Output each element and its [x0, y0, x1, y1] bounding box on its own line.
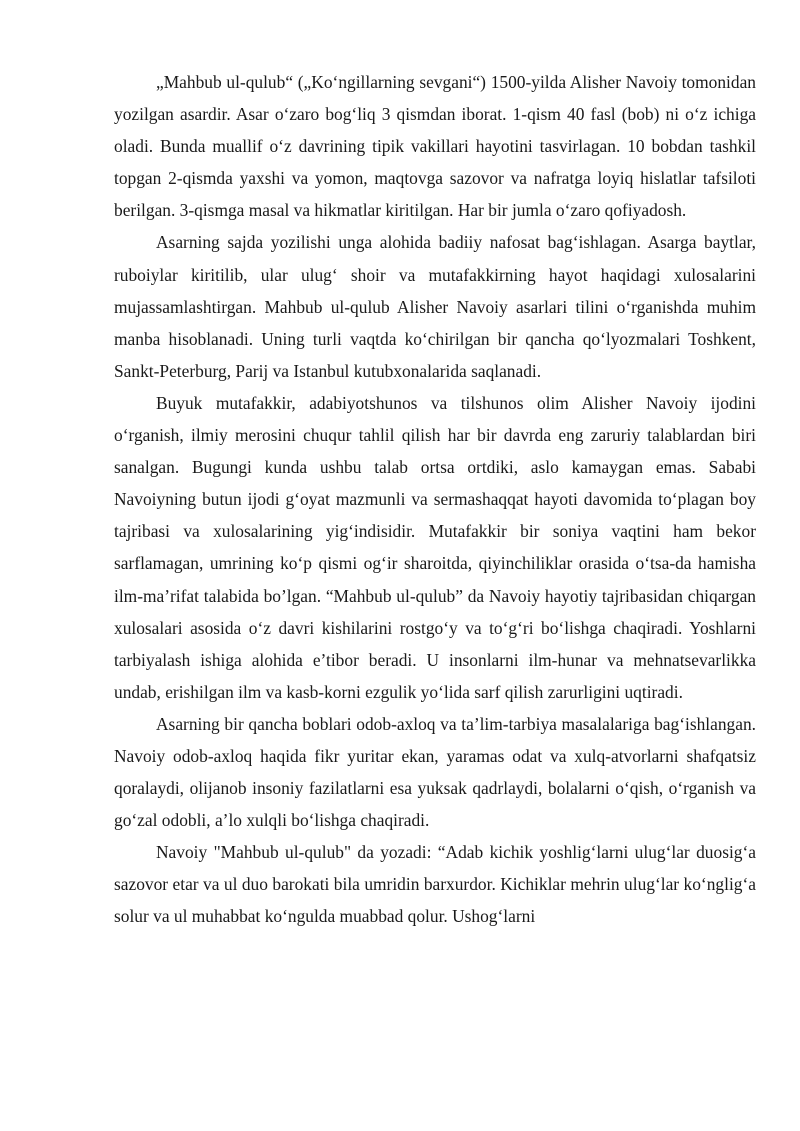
paragraph-navoiy-quote: Navoiy "Mahbub ul-qulub" da yozadi: “Adab kichik yoshlig‘larni ulug‘lar duosig‘a sazovor etar va ul duo barokati bila umridin barxurdor. Kichiklar mehrin ulug‘lar ko‘nglig‘a solur va ul muhabbat ko‘ngulda muabbad qolur. Ushog‘larni — [114, 842, 756, 927]
document-page — [114, 66, 756, 933]
paragraph-mahbub-intro: „Mahbub ul-qulub“ („Ko‘ngillarning sevgani“) 1500-yilda Alisher Navoiy tomonidan yozilgan asardir. Asar o‘zaro bog‘liq 3 qismdan iborat. 1-qism 40 fasl (bob) ni o‘z ichiga oladi. Bunda muallif o‘z davrining tipik vakillari hayotini tasvirlagan. 10 bobdan tashkil topgan 2-qismda yaxshi va yomon, maqtovga sazovor va nafratga loyiq hislatlar tafsiloti berilgan. 3-qismga masal va hikmatlar kiritilgan. Har bir jumla o‘zaro qofiyadosh. — [114, 72, 756, 221]
paragraph-saj-style: Asarning sajda yozilishi unga alohida badiiy nafosat bag‘ishlagan. Asarga baytlar, ruboiylar kiritilib, ular ulug‘ shoir va mutafakkirning hayot haqidagi xulosalarini mujassamlashtirgan. Mahbub ul-qulub Alisher Navoiy asarlari tilini o‘rganishda muhim manba hisoblanadi. Uning turli vaqtda ko‘chirilgan bir qancha qo‘lyozmalari Toshkent, Sankt-Peterburg, Parij va Istanbul kutubxonalarida saqlanadi. — [114, 232, 756, 381]
paragraph-navoiy-legacy: Buyuk mutafakkir, adabiyotshunos va tilshunos olim Alisher Navoiy ijodini o‘rganish, ilmiy merosini chuqur tahlil qilish har bir davrda eng zaruriy talablardan biri sanalgan. Bugungi kunda ushbu talab ortsa ortdiki, aslo kamaygan emas. Sababi Navoiyning butun ijodi g‘oyat mazmunli va sermashaqqat hayoti davomida to‘plagan boy tajribasi va xulosalarining yig‘indisidir. Mutafakkir bir soniya vaqtini ham bekor sarflamagan, umrining ko‘p qismi og‘ir sharoitda, qiyinchiliklar orasida o‘tsa-da hamisha ilm-ma’rifat talabida bo’lgan. “Mahbub ul-qulub” da Navoiy hayotiy tajribasidan chiqargan xulosalari asosida o‘z davri kishilarini rostgo‘y va to‘g‘ri bo‘lishga chaqiradi. Yoshlarni tarbiyalash ishiga alohida e’tibor beradi. U insonlarni ilm-hunar va mehnatsevarlikka undab, erishilgan ilm va kasb-korni ezgulik yo‘lida sarf qilish zarurligini uqtiradi. — [114, 392, 756, 702]
paragraph-ethics-chapters: Asarning bir qancha boblari odob-axloq va ta’lim-tarbiya masalalariga bag‘ishlangan. Navoiy odob-axloq haqida fikr yuritar ekan, yaramas odat va xulq-atvorlarni shafqatsiz qoralaydi, olijanob insoniy fazilatlarni esa yuksak qadrlaydi, bolalarni o‘qish, o‘rganish va go‘zal odobli, a’lo xulqli bo‘lishga chaqiradi. — [114, 713, 756, 831]
